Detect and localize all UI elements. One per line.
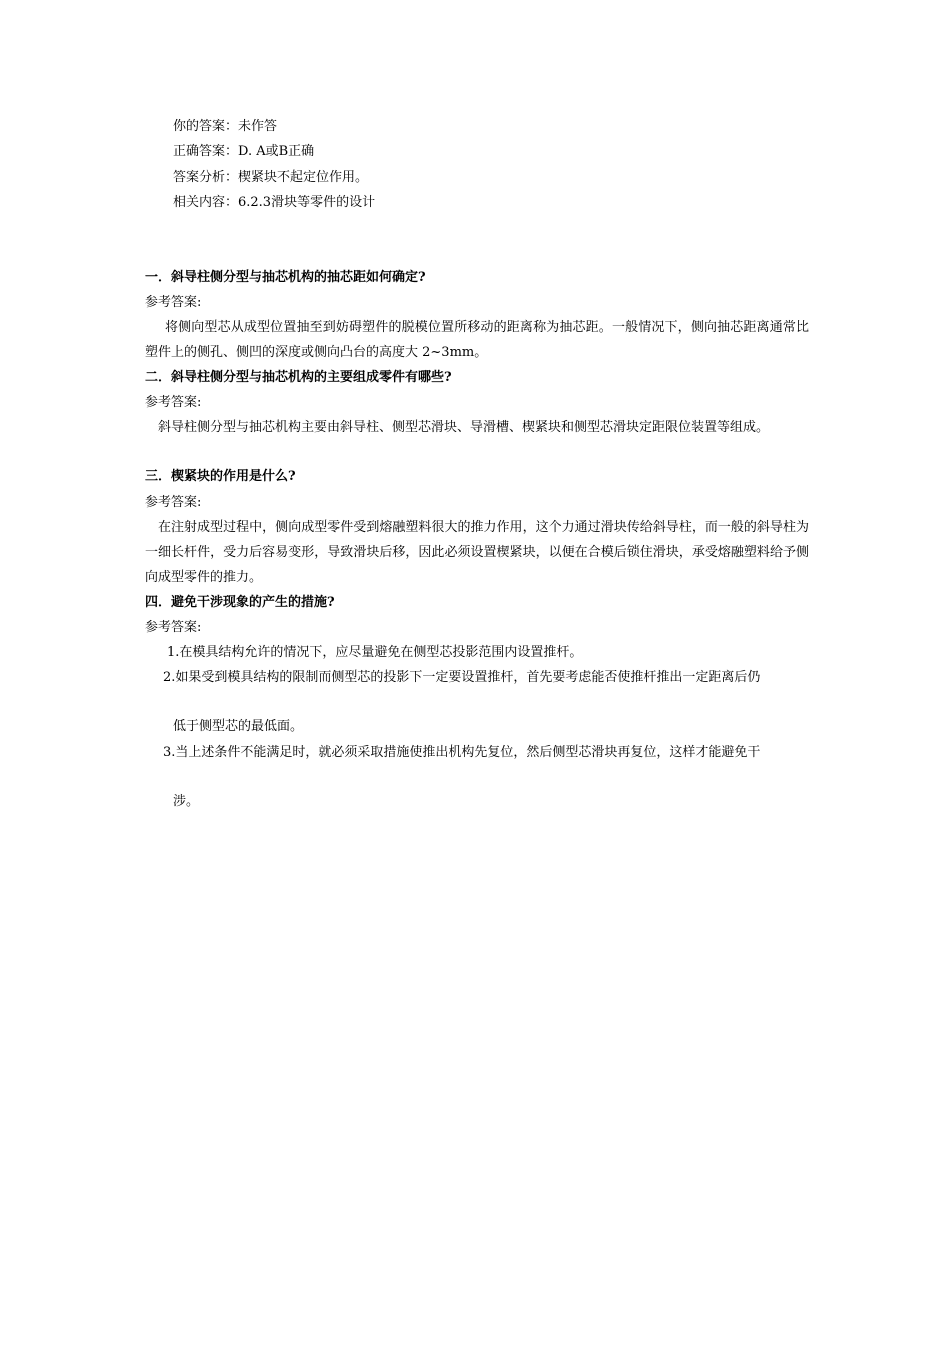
question-4-title: 四．避免干涉现象的产生的措施? <box>145 595 335 610</box>
correct-answer-line: 正确答案：D. A或B正确 <box>173 144 315 159</box>
measure-item-2: 2.如果受到模具结构的限制而侧型芯的投影下一定要设置推杆，首先要考虑能否使推杆推出一定距离后仍 <box>163 670 761 685</box>
question-1-answer: 将侧向型芯从成型位置抽至到妨碍塑件的脱模位置所移动的距离称为抽芯距。一般情况下，侧向抽芯距离通常比塑件上的侧孔、侧凹的深度或侧向凸台的高度大 2~3mm。 <box>145 320 809 360</box>
question-2-ref-label: 参考答案: <box>145 395 202 410</box>
question-3-title: 三．楔紧块的作用是什么? <box>145 469 296 484</box>
question-3-ref-label: 参考答案: <box>145 495 202 510</box>
measure-item-2-cont: 低于侧型芯的最低面。 <box>173 719 304 734</box>
question-1-title: 一．斜导柱侧分型与抽芯机构的抽芯距如何确定? <box>145 270 426 285</box>
measure-item-3-cont: 涉。 <box>173 794 200 809</box>
measure-item-1: 1.在模具结构允许的情况下，应尽量避免在侧型芯投影范围内设置推杆。 <box>167 645 583 660</box>
question-2-title: 二．斜导柱侧分型与抽芯机构的主要组成零件有哪些? <box>145 370 452 385</box>
measure-item-3: 3.当上述条件不能满足时，就必须采取措施使推出机构先复位，然后侧型芯滑块再复位，这样才能避免干 <box>163 745 761 760</box>
your-answer-line: 你的答案：未作答 <box>173 119 278 134</box>
question-3-answer: 在注射成型过程中，侧向成型零件受到熔融塑料很大的推力作用，这个力通过滑块传给斜导柱，而一般的斜导柱为一细长杆件，受力后容易变形，导致滑块后移，因此必须设置楔紧块，以便在合模后锁住滑块，承受熔融塑料给予侧向成型零件的推力。 <box>145 520 809 585</box>
question-1-ref-label: 参考答案: <box>145 295 202 310</box>
question-4-ref-label: 参考答案: <box>145 620 202 635</box>
related-content-line: 相关内容：6.2.3滑块等零件的设计 <box>173 195 376 210</box>
answer-analysis-line: 答案分析：楔紧块不起定位作用。 <box>173 170 369 185</box>
question-2-answer: 斜导柱侧分型与抽芯机构主要由斜导柱、侧型芯滑块、导滑槽、楔紧块和侧型芯滑块定距限位装置等组成。 <box>158 420 770 435</box>
